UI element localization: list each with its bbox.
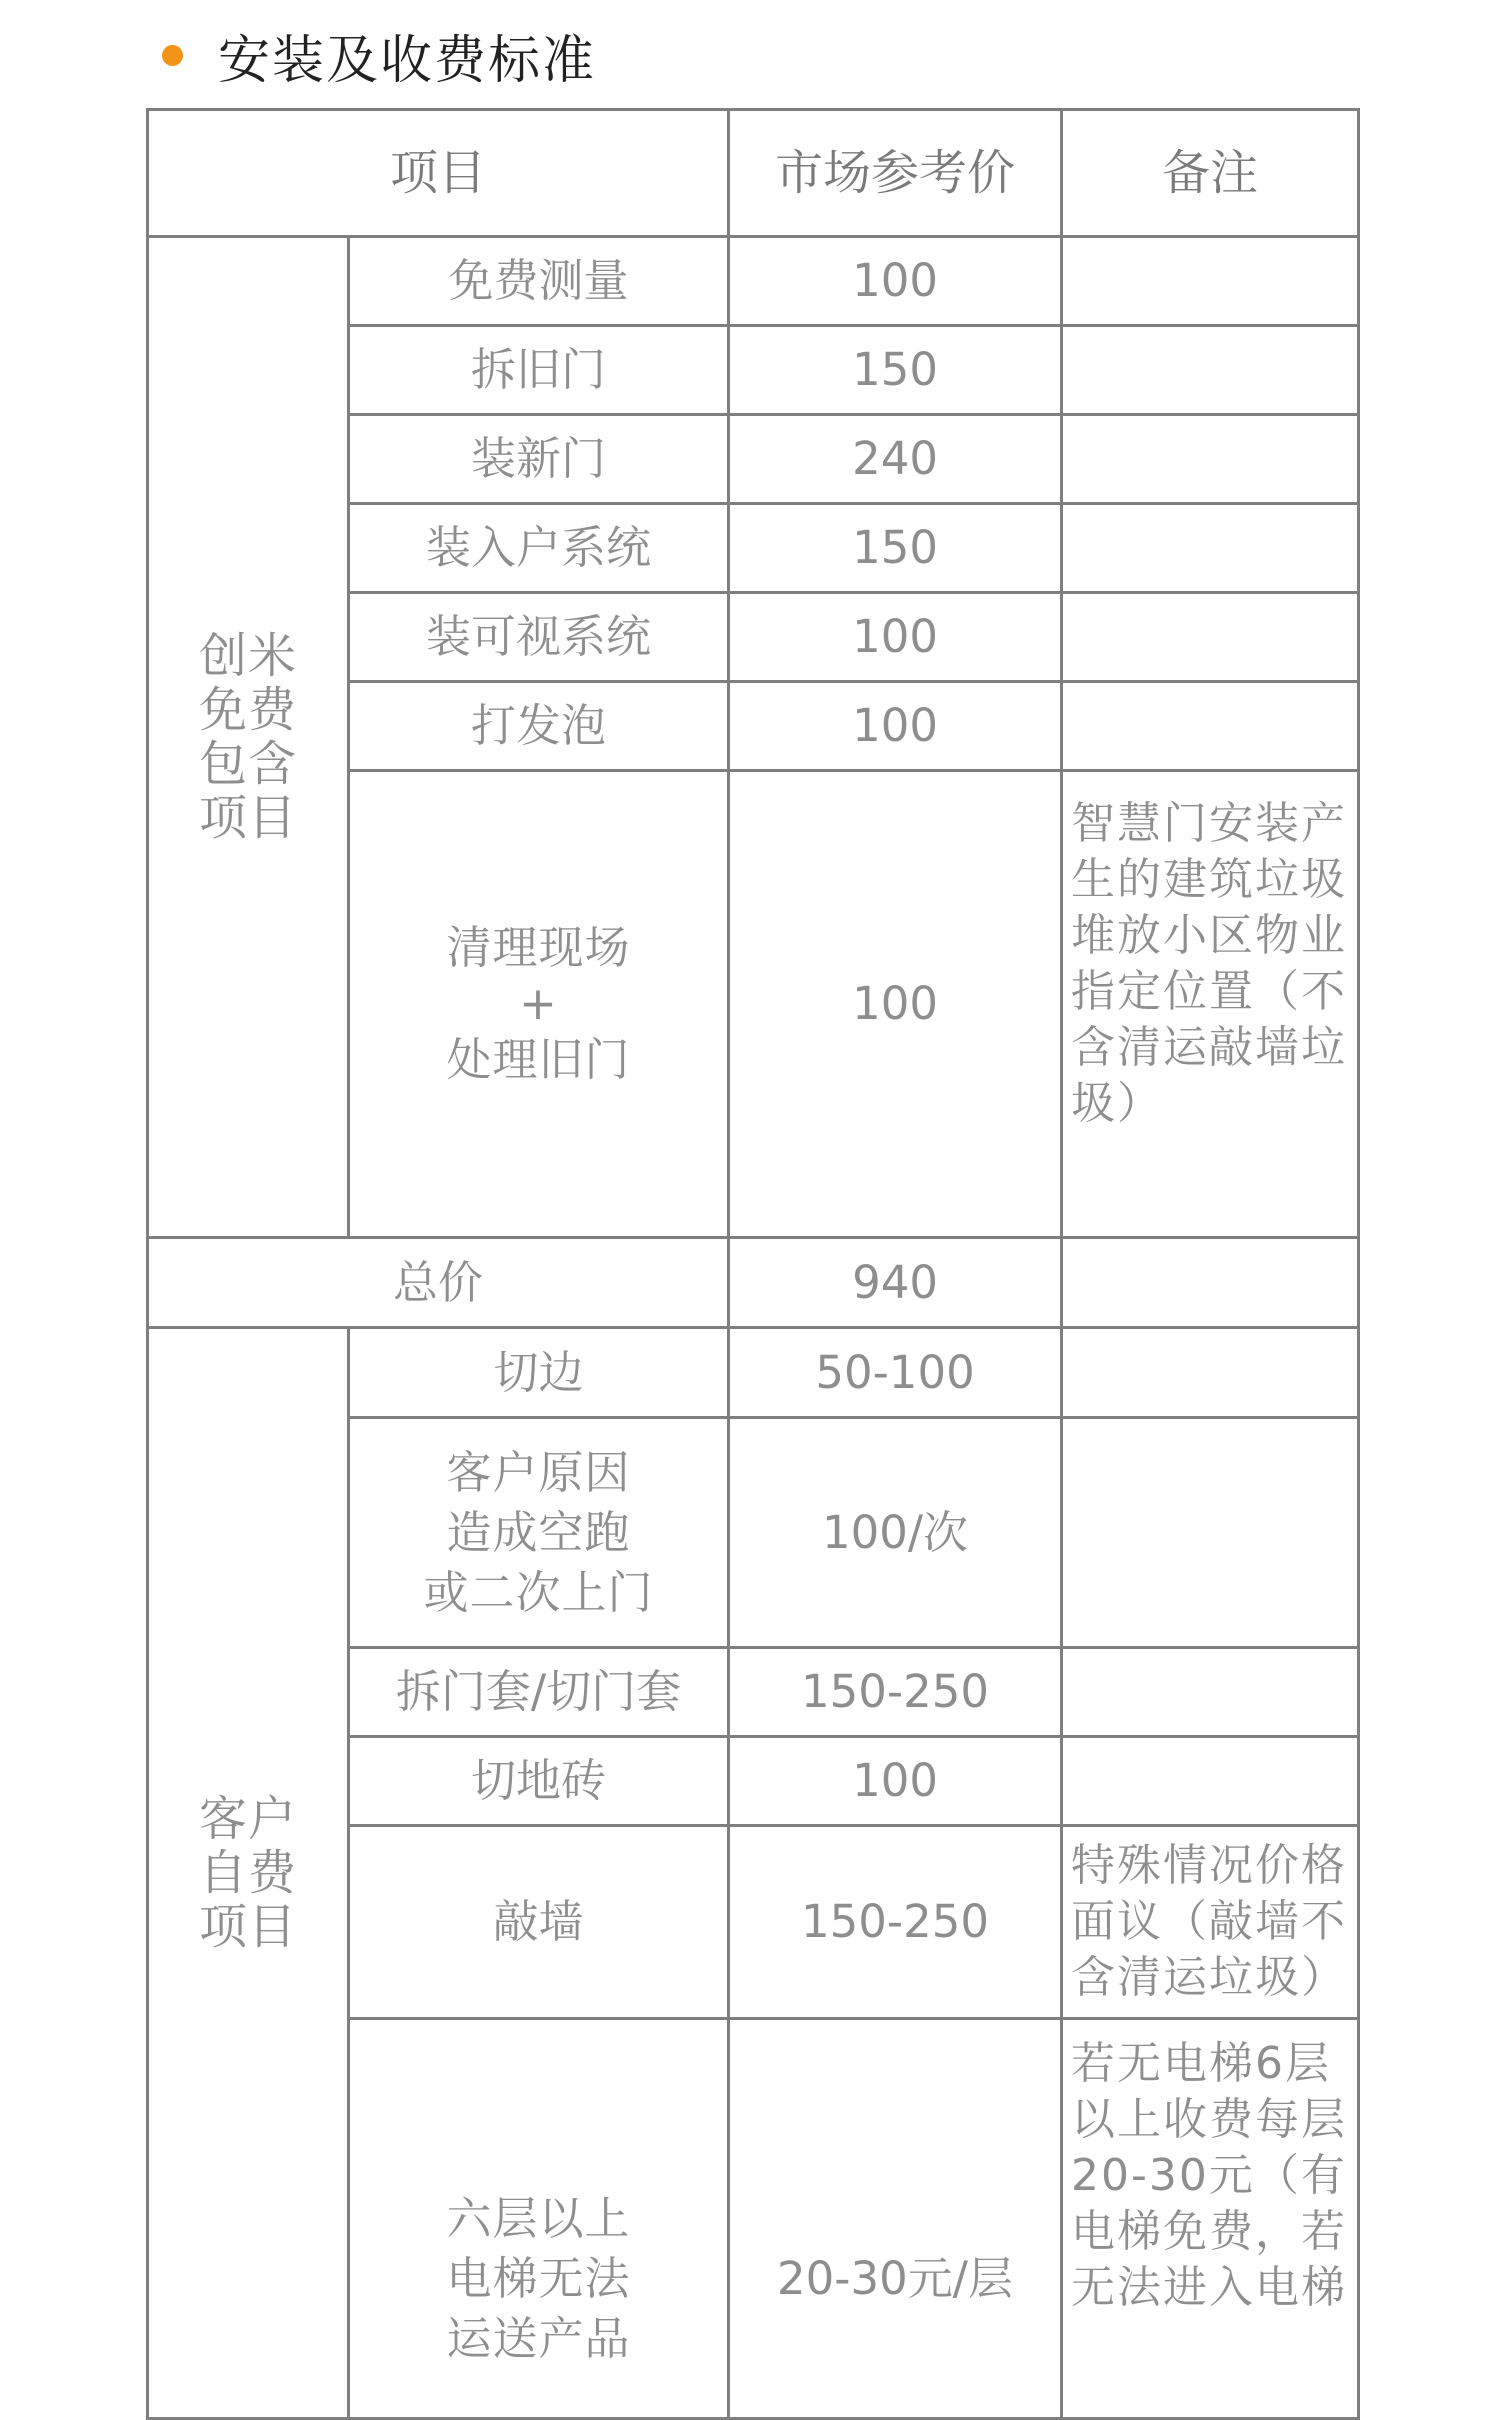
note-cell [1062,1418,1359,1648]
price-cell: 100 [729,682,1062,771]
note-cell [1062,237,1359,326]
item-line: 或二次上门 [423,1565,654,1619]
price-cell: 240 [729,415,1062,504]
section-heading [162,20,596,90]
free-group-label-line: 包含 [198,736,297,792]
paid-group-label-line: 自费 [198,1845,297,1901]
price-cell: 100 [729,237,1062,326]
total-row [148,1238,1359,1328]
price-cell: 100 [729,1737,1062,1826]
item-cell: 装可视系统 [349,593,729,682]
paid-group-label-line: 项目 [198,1899,297,1955]
item-line: 造成空跑 [446,1505,631,1559]
note-cell [1062,1737,1359,1826]
free-group-label-line: 创米 [198,628,297,684]
price-cell-text: 20-30元/层 [777,2251,1013,2305]
item-cell-stairs [349,2019,729,2419]
note-cell [1062,504,1359,593]
header-price: 市场参考价 [729,110,1062,237]
price-cell: 150-250 [729,1826,1062,2019]
note-cell [1062,326,1359,415]
price-cell [729,2019,1062,2419]
free-group-label-line: 项目 [198,790,297,846]
paid-group-label-line: 客户 [198,1791,297,1847]
table-row [148,1328,1359,1418]
item-line: + [519,977,558,1030]
item-line: 清理现场 [446,921,631,974]
item-line: 电梯无法 [446,2251,631,2305]
header-note: 备注 [1062,110,1359,237]
item-line: 运送产品 [446,2311,631,2365]
header-item: 项目 [148,110,729,237]
total-note [1062,1238,1359,1328]
item-line: 六层以上 [446,2191,631,2245]
price-cell: 100 [729,593,1062,682]
note-cell [1062,415,1359,504]
free-group-label-line: 免费 [198,682,297,738]
item-line: 客户原因 [446,1445,631,1499]
item-cell: 免费测量 [349,237,729,326]
item-line: 处理旧门 [446,1033,631,1086]
item-cell: 切地砖 [349,1737,729,1826]
fee-table-container [146,108,1357,2365]
total-price: 940 [729,1238,1062,1328]
note-cell [1062,1648,1359,1737]
price-cell: 150-250 [729,1648,1062,1737]
note-cell [1062,593,1359,682]
item-cell: 拆门套/切门套 [349,1648,729,1737]
section-title: 安装及收费标准 [218,30,597,91]
price-cell: 50-100 [729,1328,1062,1418]
fee-table [146,108,1360,2420]
item-cell-cleanup [349,771,729,1238]
paid-group-label [148,1328,349,2419]
total-label: 总价 [148,1238,729,1328]
item-cell: 装入户系统 [349,504,729,593]
bullet-dot-icon [162,45,183,66]
free-group-label [148,237,349,1238]
table-row [148,237,1359,326]
price-cell: 150 [729,326,1062,415]
note-cell: 若无电梯6层以上收费每层20-30元（有电梯免费，若无法进入电梯 [1062,2019,1359,2419]
note-cell [1062,1328,1359,1418]
item-cell: 打发泡 [349,682,729,771]
item-cell [349,1418,729,1648]
price-cell: 100/次 [729,1418,1062,1648]
note-cell: 智慧门安装产生的建筑垃圾堆放小区物业指定位置（不含清运敲墙垃圾） [1062,771,1359,1238]
note-cell [1062,682,1359,771]
price-cell: 150 [729,504,1062,593]
item-cell: 敲墙 [349,1826,729,2019]
note-cell: 特殊情况价格面议（敲墙不含清运垃圾） [1062,1826,1359,2019]
item-cell: 切边 [349,1328,729,1418]
item-cell: 拆旧门 [349,326,729,415]
table-header-row [148,110,1359,237]
item-cell: 装新门 [349,415,729,504]
price-cell: 100 [729,771,1062,1238]
